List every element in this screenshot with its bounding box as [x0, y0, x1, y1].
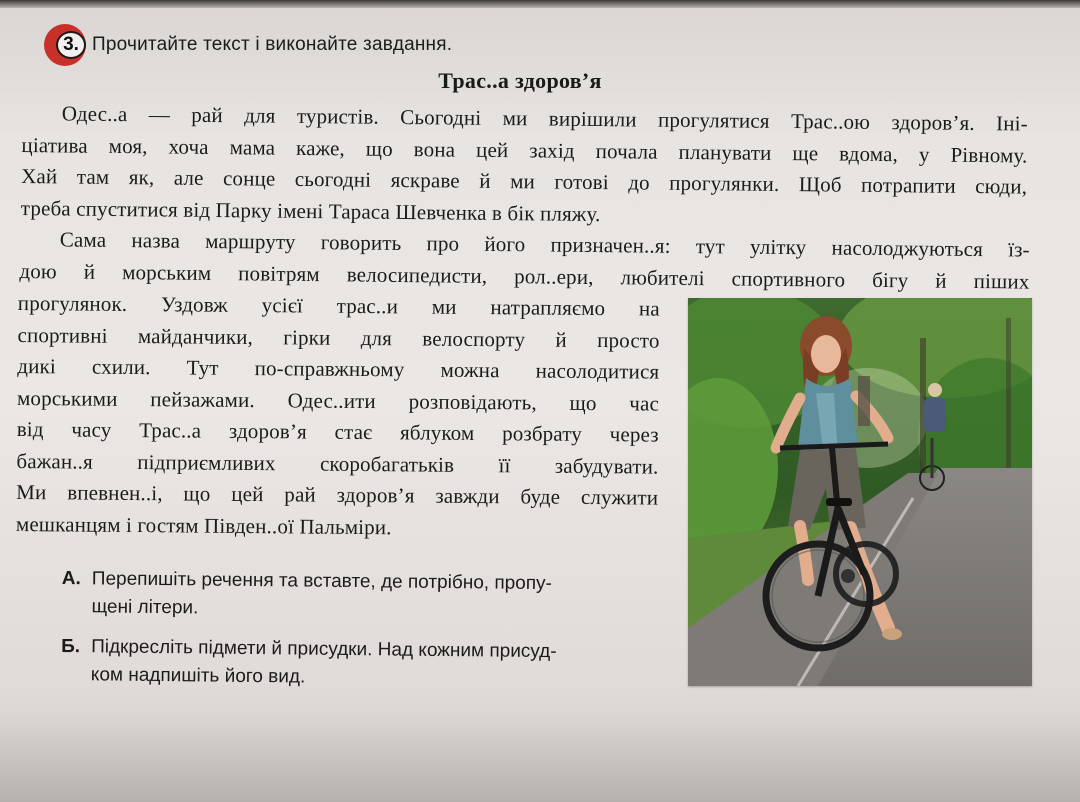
text-line: треба спуститися від Парку імені Тараса Шевченка в бік пляжу.: [20, 195, 601, 226]
text-line: Ми впевнен..і, що цей рай здоров’я завжди буде служити: [16, 479, 659, 510]
exercise-text: [91, 565, 552, 626]
task-number-badge: [44, 24, 86, 66]
text-line: Перепишіть речення та вставте, де потрібно, пропу-: [91, 568, 553, 595]
text-line: Одес..а — рай для туристів. Сьогодні ми вирішили прогулятися Трас..ою здоров’я. Іні-: [61, 101, 1028, 136]
paragraph-2-column: [16, 288, 660, 546]
text-line: щені літери.: [91, 596, 199, 619]
task-number: 3.: [56, 31, 86, 59]
text-line: дикі схили. Тут по-справжньому можна насолодитися: [17, 353, 660, 384]
text-line: прогулянок. Уздовж усієї трас..и ми натрапляємо на: [17, 290, 660, 321]
text-line: від часу Трас..а здоров’я стає яблуком розбрату через: [16, 416, 659, 447]
exercise-text: [91, 633, 557, 694]
text-line: ціатива моя, хоча мама каже, що вона цей захід почала планувати ще вдома, у Рівному.: [21, 132, 1028, 168]
paragraph-1: [21, 98, 1028, 235]
exercise-a: [61, 565, 667, 627]
woman-with-bicycle-icon: [688, 298, 1032, 686]
text-line: морськими пейзажами. Одес..ити розповідають, що час: [16, 385, 660, 416]
text-line: дою й морським повітрям велосипедисти, рол..ери, любителі спортивного бігу й піших: [19, 258, 1030, 294]
text-line: спортивні майданчики, гірки для велоспорту й просто: [17, 322, 660, 353]
exercise-letter: А.: [61, 567, 81, 590]
text-line: Сама назва маршруту говорить про його призначен..я: тут улітку насолоджуються їз-: [59, 227, 1030, 262]
exercise-b: [61, 633, 667, 695]
text-line: бажан..я підприємливих скоробагатьків її забудувати.: [16, 448, 659, 479]
text-line: мешканцям і гостям Півден..ої Пальміри.: [15, 511, 392, 539]
exercise-letter: Б.: [61, 635, 81, 658]
text-line: Підкресліть підмети й присудки. Над кожним присуд-: [91, 636, 557, 663]
paragraph-2-top: [19, 224, 1030, 298]
text-line: ком надпишіть його вид.: [90, 664, 306, 688]
task-header: [44, 24, 452, 66]
task-instruction: Прочитайте текст і виконайте завдання.: [92, 34, 453, 55]
text-title: Трас..а здоров’я: [438, 68, 602, 93]
exercises: [61, 565, 667, 707]
text-line: Хай там як, але сонце сьогодні яскраве й ми готові до прогулянки. Щоб потрапити сюди,: [21, 163, 1028, 199]
cyclist-photo: [688, 298, 1032, 686]
